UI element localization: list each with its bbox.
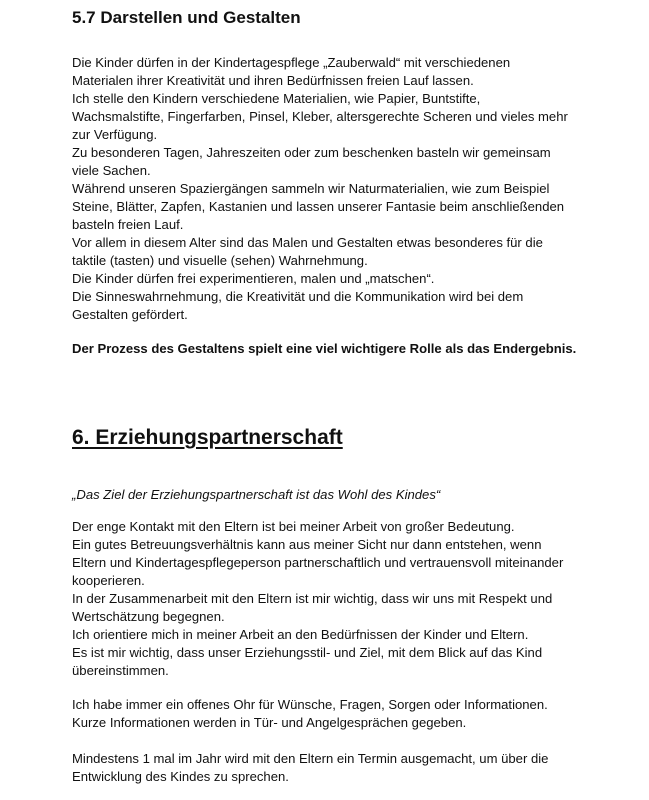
paragraph-line: zur Verfügung. [72,127,158,142]
paragraph-line: Entwicklung des Kindes zu sprechen. [72,769,289,784]
paragraph-line: Eltern und Kindertagespflegeperson partnerschaftlich und vertrauensvoll miteinander [72,555,564,570]
emphasis-statement: Der Prozess des Gestaltens spielt eine viel wichtigere Rolle als das Endergebnis. [72,341,577,356]
paragraph-line: Die Kinder dürfen in der Kindertagespflege „Zauberwald“ mit verschiedenen [72,55,511,70]
paragraph-line: Wachsmalstifte, Fingerfarben, Pinsel, Kleber, altersgerechte Scheren und vieles mehr [72,109,568,124]
paragraph-line: taktile (tasten) und visuelle (sehen) Wahrnehmung. [72,253,368,268]
paragraph-line: Mindestens 1 mal im Jahr wird mit den Eltern ein Termin ausgemacht, um über die [72,751,549,766]
paragraph-line: Ein gutes Betreuungsverhältnis kann aus meiner Sicht nur dann entstehen, wenn [72,537,542,552]
paragraph-line: Ich habe immer ein offenes Ohr für Wünsche, Fragen, Sorgen oder Informationen. [72,697,548,712]
paragraph-line: basteln freien Lauf. [72,217,184,232]
paragraph-line: Wertschätzung begegnen. [72,609,225,624]
paragraph-line: Gestalten gefördert. [72,307,188,322]
paragraph-line: Steine, Blätter, Zapfen, Kastanien und lassen unserer Fantasie beim anschließenden [72,199,565,214]
paragraph-line: kooperieren. [72,573,145,588]
paragraph-line: Materialen ihrer Kreativität und ihren Bedürfnissen freien Lauf lassen. [72,73,474,88]
section-heading-6: 6. Erziehungspartnerschaft [72,426,343,449]
paragraph-line: Kurze Informationen werden in Tür- und Angelgesprächen gegeben. [72,715,467,730]
paragraph-line: übereinstimmen. [72,663,169,678]
quote: „Das Ziel der Erziehungspartnerschaft ist das Wohl des Kindes“ [72,487,441,502]
paragraph-line: Während unseren Spaziergängen sammeln wir Naturmaterialien, wie zum Beispiel [72,181,550,196]
paragraph-line: Ich stelle den Kindern verschiedene Materialien, wie Papier, Buntstifte, [72,91,481,106]
paragraph-line: Es ist mir wichtig, dass unser Erziehungsstil- und Ziel, mit dem Blick auf das Kind [72,645,543,660]
paragraph-line: Zu besonderen Tagen, Jahreszeiten oder zum beschenken basteln wir gemeinsam [72,145,551,160]
section-heading-5-7: 5.7 Darstellen und Gestalten [72,8,301,27]
paragraph-line: viele Sachen. [72,163,151,178]
paragraph-line: Ich orientiere mich in meiner Arbeit an den Bedürfnissen der Kinder und Eltern. [72,627,529,642]
paragraph-line: In der Zusammenarbeit mit den Eltern ist mir wichtig, dass wir uns mit Respekt und [72,591,553,606]
paragraph-line: Die Sinneswahrnehmung, die Kreativität und die Kommunikation wird bei dem [72,289,524,304]
paragraph-line: Die Kinder dürfen frei experimentieren, malen und „matschen“. [72,271,435,286]
paragraph-line: Der enge Kontakt mit den Eltern ist bei meiner Arbeit von großer Bedeutung. [72,519,515,534]
paragraph-line: Vor allem in diesem Alter sind das Malen und Gestalten etwas besonderes für die [72,235,543,250]
